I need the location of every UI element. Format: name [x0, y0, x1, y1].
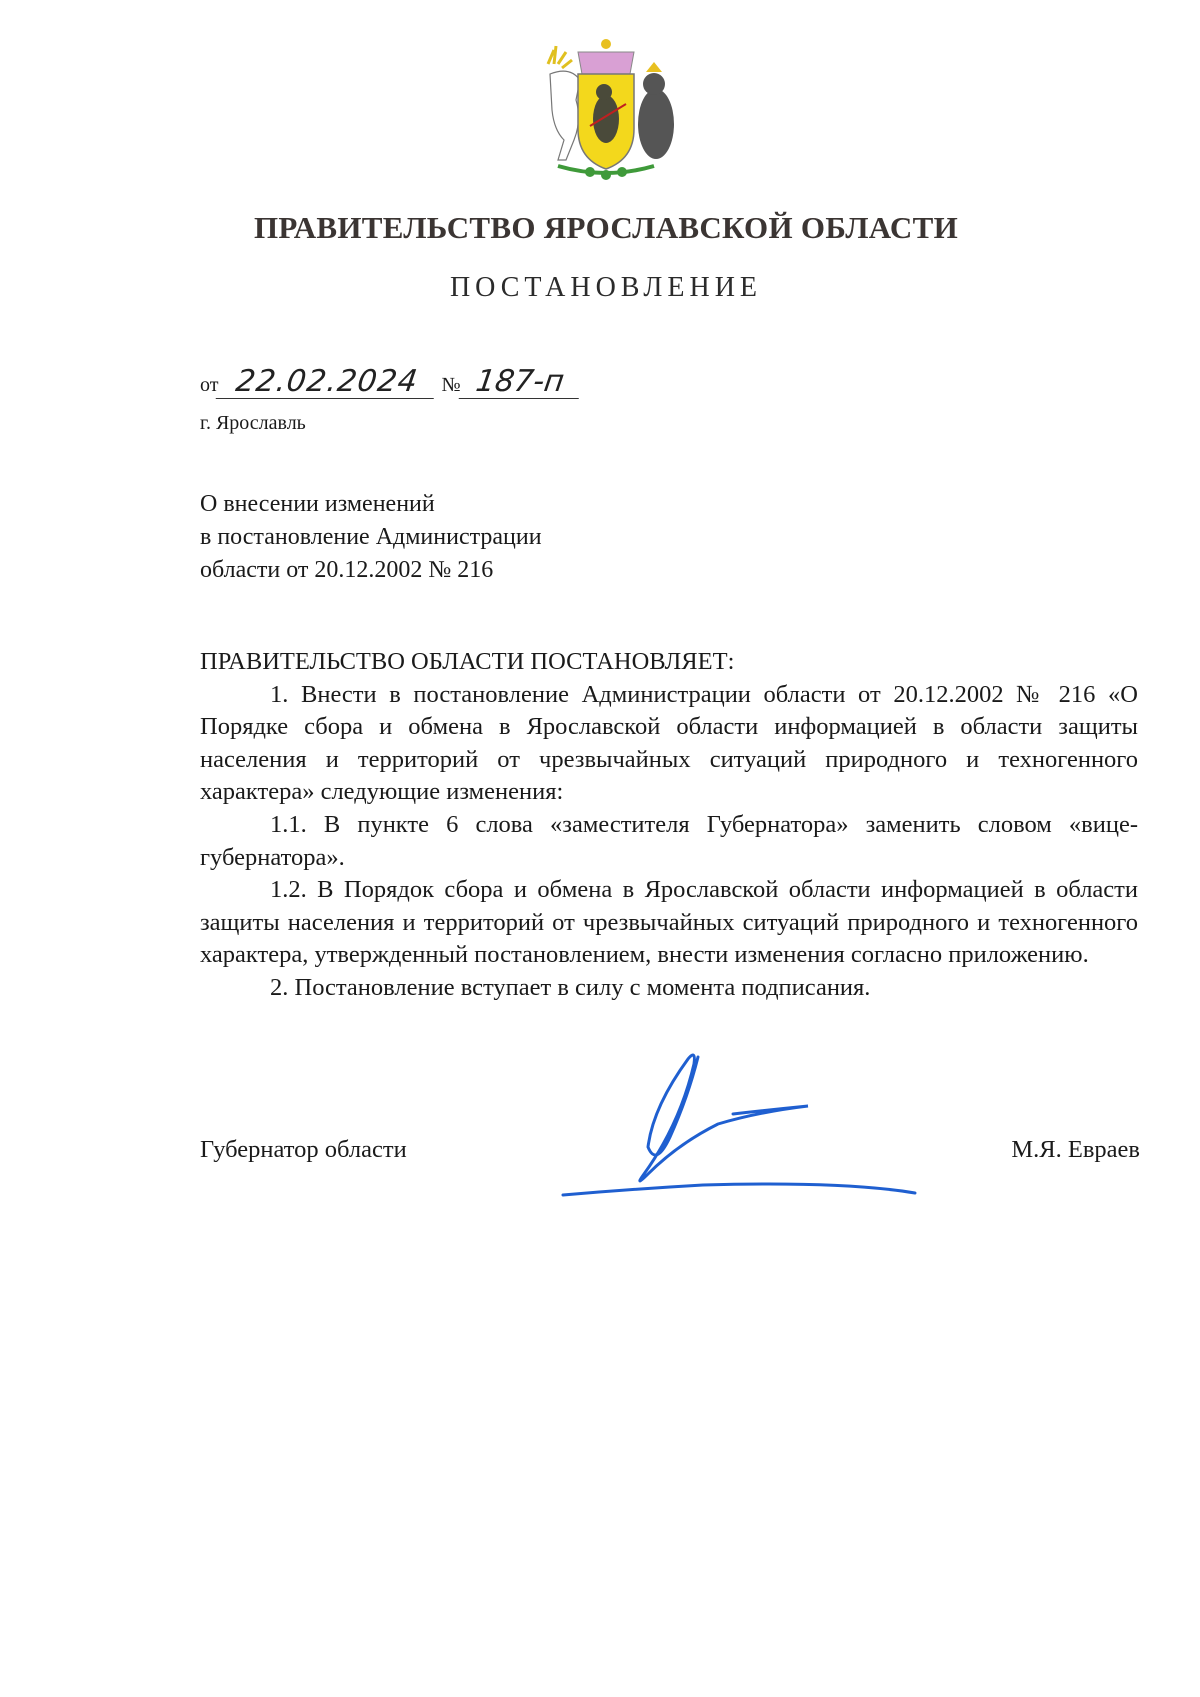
- subject-line: О внесении изменений: [200, 491, 435, 517]
- paragraph: 1. Внести в постановление Администрации области от 20.12.2002 № 216 «О Порядке сбора и обмена в Ярославской области информацией в области защиты населения и территорий от чрезвычайных ситуаций природного и техногенного характера» следующие изменения:: [200, 680, 1138, 806]
- registration-line: [200, 366, 581, 399]
- document-type: ПОСТАНОВЛЕНИЕ: [449, 272, 763, 303]
- paragraph: 1.2. В Порядок сбора и обмена в Ярославской области информацией в области защиты населения и территорий от чрезвычайных ситуаций природного и техногенного характера, утвержденный постановлением, внести изменения согласно приложению.: [200, 876, 1138, 969]
- handwritten-number: 187-п: [458, 366, 583, 399]
- document-subject: [200, 488, 542, 587]
- signer-position: Губернатор области: [200, 1136, 407, 1163]
- handwritten-signature: [555, 1045, 935, 1215]
- preamble: ПРАВИТЕЛЬСТВО ОБЛАСТИ ПОСТАНОВЛЯЕТ:: [200, 648, 735, 675]
- paragraph: 2. Постановление вступает в силу с момента подписания.: [270, 973, 871, 1001]
- number-prefix: №: [441, 374, 461, 396]
- handwritten-date: 22.02.2024: [216, 366, 439, 399]
- signer-name: М.Я. Евраев: [1011, 1136, 1140, 1163]
- date-prefix: от: [200, 374, 219, 396]
- city: г. Ярославль: [200, 412, 306, 434]
- document-body: [200, 646, 1138, 1005]
- organization-title: ПРАВИТЕЛЬСТВО ЯРОСЛАВСКОЙ ОБЛАСТИ: [254, 210, 958, 245]
- coat-of-arms-emblem: [528, 34, 684, 184]
- subject-line: области от 20.12.2002 № 216: [200, 557, 494, 583]
- paragraph: 1.1. В пункте 6 слова «заместителя Губернатора» заменить словом «вице-губернатора».: [200, 810, 1138, 871]
- subject-line: в постановление Администрации: [200, 524, 542, 550]
